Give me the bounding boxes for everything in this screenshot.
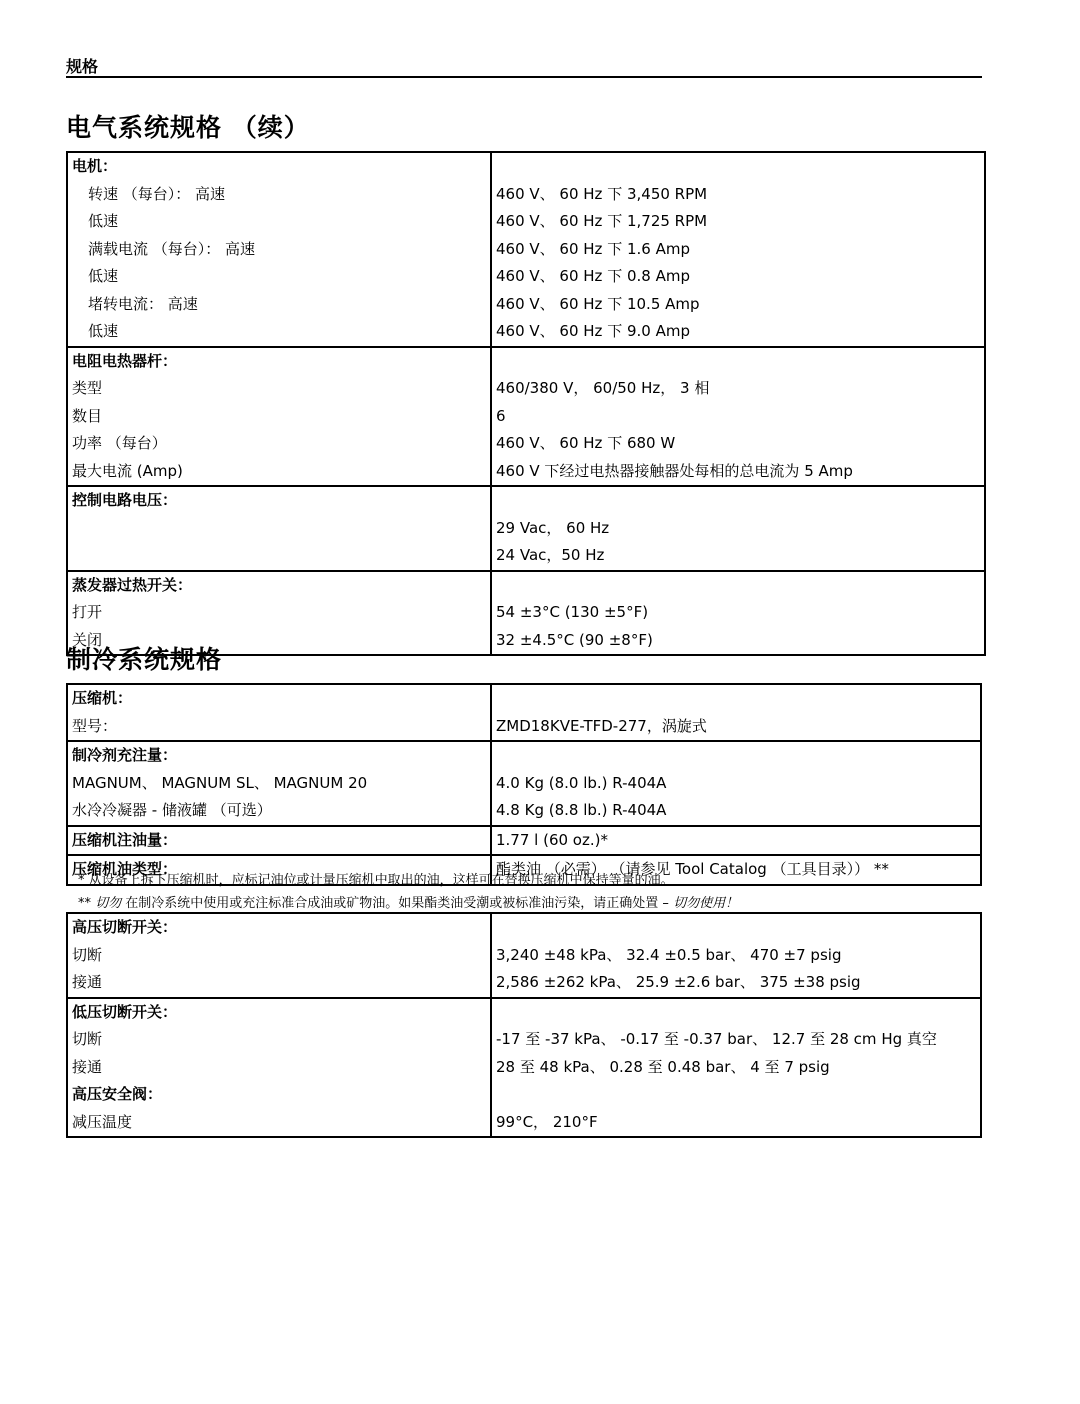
spec-value: 28 至 48 kPa、 0.28 至 0.48 bar、 4 至 7 psig: [496, 1057, 830, 1076]
spec-value: 460 V、 60 Hz 下 0.8 Amp: [496, 267, 690, 285]
spec-group-heading: 高压安全阀：: [72, 1085, 163, 1103]
spec-value-cell: [491, 998, 981, 1138]
spec-value: 460 V、 60 Hz 下 1.6 Amp: [496, 239, 690, 258]
spec-label-cell: [67, 998, 491, 1138]
spec-value: 酯类油 （必需） （请参见 Tool Catalog （工具目录）） **: [496, 860, 889, 878]
spec-value: [492, 348, 984, 376]
spec-value: 2,586 ±262 kPa、 25.9 ±2.6 bar、 375 ±38 psig: [496, 973, 861, 991]
spec-value-cell: [491, 152, 985, 347]
spec-value: ZMD18KVE-TFD-277，涡旋式: [496, 716, 707, 735]
spec-value: [492, 999, 980, 1027]
spec-value: [492, 685, 980, 713]
spec-label-cell: [67, 913, 491, 998]
spec-value: [492, 742, 980, 770]
spec-group: [67, 998, 981, 1138]
spec-value: 54 ±3°C (130 ±5°F): [496, 603, 649, 621]
spec-group-heading: 高压切断开关：: [72, 918, 178, 936]
spec-value: -17 至 -37 kPa、 -0.17 至 -0.37 bar、 12.7 至 28 cm Hg 真空: [496, 1030, 937, 1048]
spec-value: 460 V、 60 Hz 下 3,450 RPM: [496, 184, 708, 203]
spec-value: 4.8 Kg (8.8 lb.) R-404A: [496, 801, 667, 819]
spec-label: 数目: [72, 406, 103, 425]
spec-value: 460 V、 60 Hz 下 10.5 Amp: [496, 294, 700, 313]
spec-value-cell: [491, 684, 981, 741]
spec-value: 460/380 V， 60/50 Hz， 3 相: [496, 379, 710, 397]
spec-label: 最大电流 (Amp): [72, 461, 183, 480]
spec-group-heading: 压缩机油类型：: [72, 860, 178, 878]
spec-value: 4.0 Kg (8.0 lb.) R-404A: [496, 773, 667, 792]
emphasis-do-not-use: 切勿使用！: [673, 896, 739, 911]
spec-value-cell: [491, 347, 985, 487]
page-header: [66, 54, 982, 78]
refrigeration-spec-title: 制冷系统规格: [66, 645, 223, 674]
spec-label: [68, 542, 490, 570]
spec-label: 接通: [72, 973, 103, 991]
spec-group-heading: 制冷剂充注量：: [72, 746, 178, 764]
spec-value: 460 V、 60 Hz 下 9.0 Amp: [496, 322, 690, 340]
spec-label-cell: [67, 826, 491, 856]
spec-value-cell: [491, 913, 981, 998]
spec-value: 24 Vac，50 Hz: [496, 546, 605, 564]
spec-group-heading: 低压切断开关：: [72, 1002, 178, 1021]
spec-group: [67, 826, 981, 856]
spec-value: [492, 1081, 980, 1109]
spec-label-cell: [67, 684, 491, 741]
spec-label: 切断: [72, 1030, 103, 1048]
spec-group-heading: 电阻电热器杆：: [72, 351, 178, 370]
electrical-spec-title: 电气系统规格 （续）: [66, 113, 310, 142]
spec-label: 接通: [72, 1057, 103, 1076]
spec-value: 1.77 l (60 oz.)*: [496, 830, 608, 849]
spec-value-cell: [491, 571, 985, 656]
footnote-oil-level: * 从设备上拆下压缩机时，应标记油位或计量压缩机中取出的油，这样可在替换压缩机中保持等量的油。: [78, 873, 674, 888]
spec-value: 29 Vac， 60 Hz: [496, 518, 610, 537]
spec-group-heading: 控制电路电压：: [72, 491, 178, 509]
emphasis-never: 切勿: [95, 896, 122, 911]
spec-label: 减压温度: [72, 1112, 133, 1131]
spec-label: 低速: [88, 267, 119, 285]
spec-group-heading: 电机：: [72, 157, 118, 175]
spec-group-heading: 蒸发器过热开关：: [72, 575, 193, 594]
spec-value: 32 ±4.5°C (90 ±8°F): [496, 630, 653, 649]
spec-value: [492, 572, 984, 600]
spec-label: 关闭: [72, 630, 103, 649]
spec-group: [67, 486, 985, 571]
spec-label: 功率 （每台）: [72, 434, 167, 452]
spec-group: [67, 913, 981, 998]
spec-value: 6: [496, 406, 506, 425]
spec-group: [67, 741, 981, 826]
spec-group: [67, 684, 981, 741]
spec-label: 类型: [72, 379, 103, 397]
spec-label: 堵转电流： 高速: [88, 294, 198, 313]
refrigeration-spec-table-upper: [66, 683, 982, 886]
spec-value: 3,240 ±48 kPa、 32.4 ±0.5 bar、 470 ±7 psig: [496, 945, 842, 964]
spec-group-heading: 压缩机注油量：: [72, 830, 178, 849]
spec-label-cell: [67, 152, 491, 347]
spec-value-cell: [491, 741, 981, 826]
footnote-oil-warning: ** 切勿 在制冷系统中使用或充注标准合成油或矿物油。如果酯类油受潮或被标准油污染，请正确处置 – 切勿使用！: [78, 896, 739, 911]
spec-value: [492, 487, 984, 515]
spec-label: [68, 515, 490, 543]
spec-label-cell: [67, 486, 491, 571]
spec-value-cell: [491, 486, 985, 571]
electrical-spec-table: [66, 151, 986, 656]
spec-value: 460 V、 60 Hz 下 1,725 RPM: [496, 212, 708, 230]
spec-label: 切断: [72, 945, 103, 964]
spec-label: 转速 （每台）： 高速: [88, 184, 226, 203]
spec-value: 99°C， 210°F: [496, 1112, 598, 1131]
spec-group: [67, 152, 985, 347]
spec-value: [492, 153, 984, 181]
spec-label: 水冷冷凝器 - 储液罐 （可选）: [72, 801, 272, 819]
spec-label: 低速: [88, 322, 119, 340]
header-title: 规格: [66, 57, 99, 76]
spec-value: [492, 914, 980, 942]
spec-label: 满载电流 （每台）： 高速: [88, 239, 256, 258]
spec-label: 低速: [88, 212, 119, 230]
spec-value-cell: [491, 826, 981, 856]
spec-label-cell: [67, 347, 491, 487]
spec-label: MAGNUM、 MAGNUM SL、 MAGNUM 20: [72, 773, 368, 792]
spec-value: 460 V、 60 Hz 下 680 W: [496, 434, 676, 452]
refrigeration-spec-table-lower: [66, 912, 982, 1138]
spec-group: [67, 347, 985, 487]
spec-label-cell: [67, 741, 491, 826]
spec-label: 型号：: [72, 716, 118, 735]
spec-label: 打开: [72, 603, 103, 621]
spec-value: 460 V 下经过电热器接触器处每相的总电流为 5 Amp: [496, 461, 853, 480]
spec-group-heading: 压缩机：: [72, 689, 133, 707]
